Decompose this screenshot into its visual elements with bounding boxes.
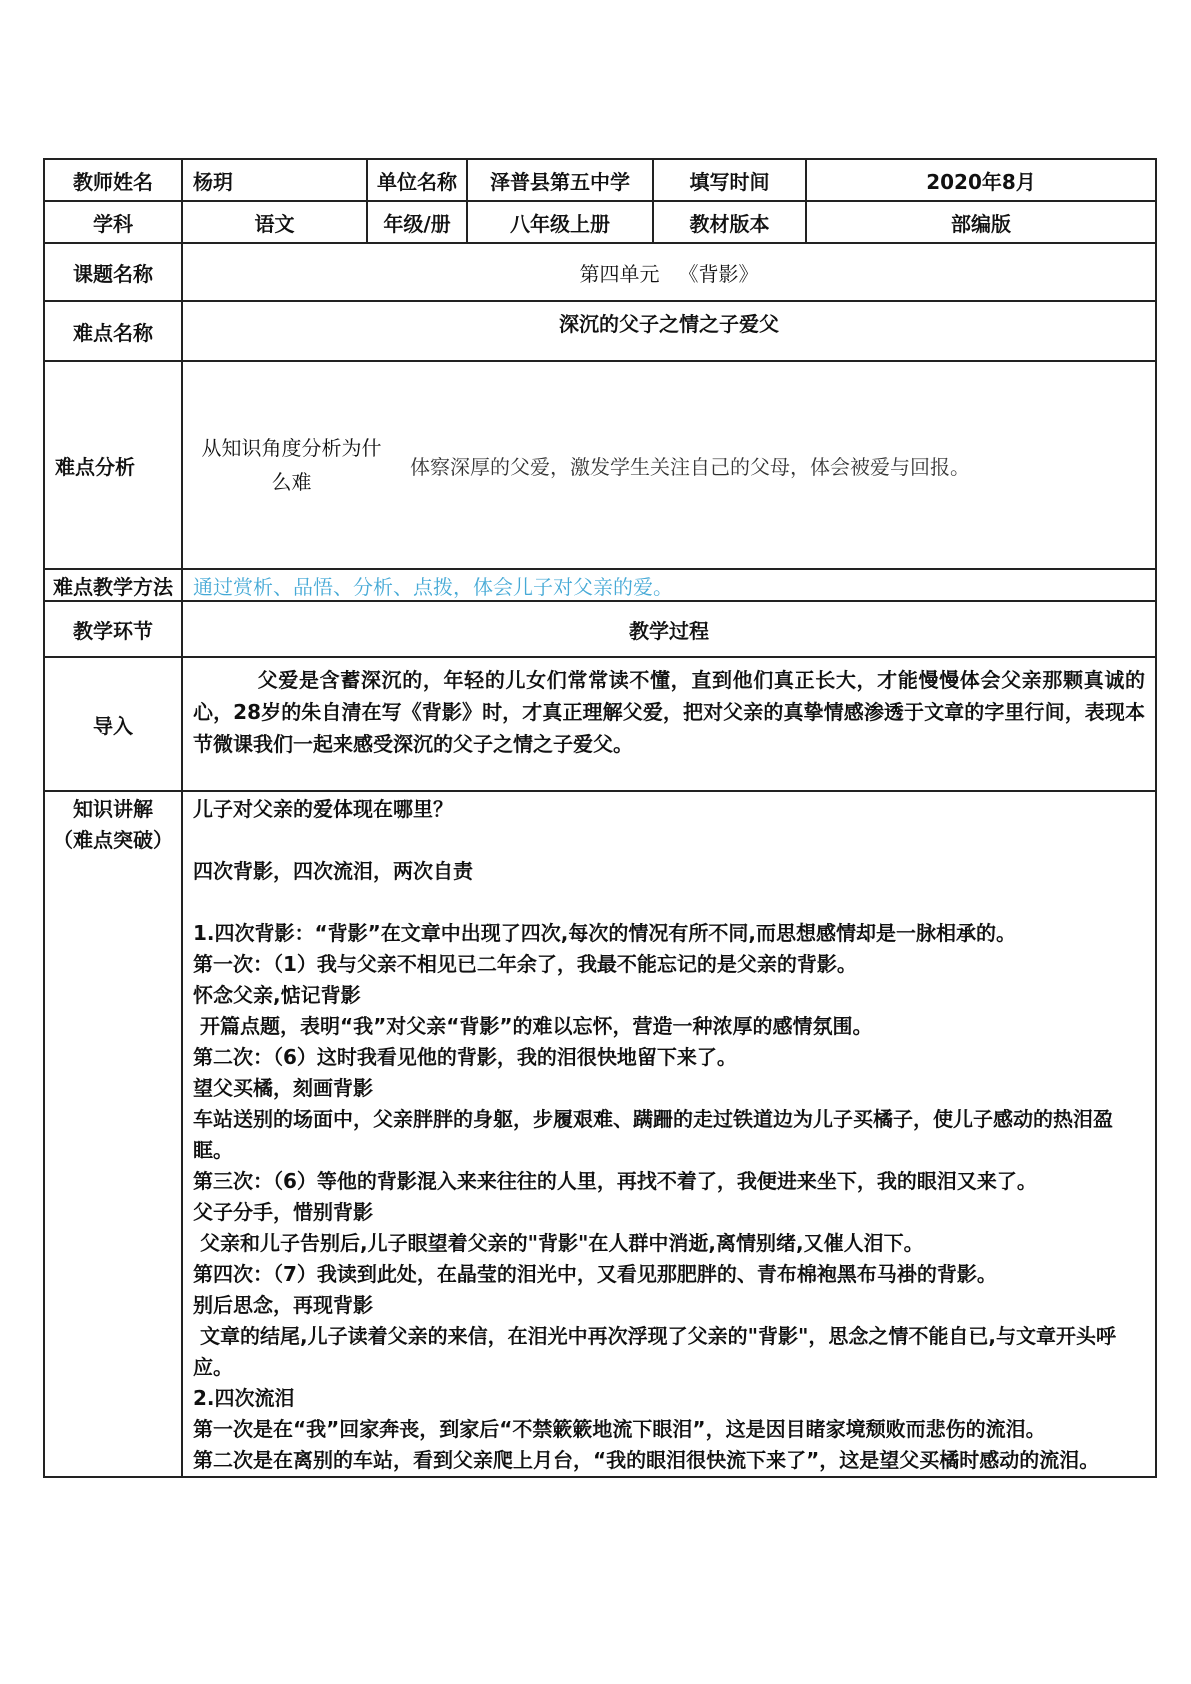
grade-value: 八年级上册 bbox=[467, 201, 653, 243]
subject-label: 学科 bbox=[44, 201, 182, 243]
row-difficulty bbox=[44, 301, 1156, 361]
knowledge-line: 别后思念，再现背影 bbox=[193, 1293, 373, 1317]
knowledge-line: 怀念父亲,惦记背影 bbox=[193, 983, 361, 1007]
date-value: 2020年8月 bbox=[806, 159, 1156, 201]
subject-value: 语文 bbox=[182, 201, 367, 243]
row-subject bbox=[44, 201, 1156, 243]
row-knowledge bbox=[44, 791, 1156, 1477]
knowledge-line: 儿子对父亲的爱体现在哪里？ bbox=[193, 797, 453, 821]
knowledge-line: 文章的结尾,儿子读着父亲的来信，在泪光中再次浮现了父亲的"背影"，思念之情不能自已,与文章开头呼应。 bbox=[193, 1324, 1117, 1379]
knowledge-line: 父亲和儿子告别后,儿子眼望着父亲的"背影"在人群中消逝,离情别绪,又催人泪下。 bbox=[193, 1231, 924, 1255]
analysis-reason: 从知识角度分析为什么难 bbox=[201, 436, 382, 494]
grade-label: 年级/册 bbox=[367, 201, 467, 243]
row-method bbox=[44, 569, 1156, 601]
teacher-name: 杨玥 bbox=[182, 159, 367, 201]
edition-label: 教材版本 bbox=[653, 201, 806, 243]
knowledge-line: 第一次是在“我”回家奔丧，到家后“不禁簌簌地流下眼泪”，这是因目睹家境颓败而悲伤的流泪。 bbox=[193, 1417, 1046, 1441]
knowledge-line: 第二次：（6）这时我看见他的背影，我的泪很快地留下来了。 bbox=[193, 1045, 737, 1069]
analysis-label: 难点分析 bbox=[44, 361, 182, 569]
row-teacher bbox=[44, 159, 1156, 201]
knowledge-line: 四次背影，四次流泪，两次自责 bbox=[193, 859, 473, 883]
method-value: 通过赏析、品悟、分析、点拨，体会儿子对父亲的爱。 bbox=[182, 569, 1156, 601]
date-label: 填写时间 bbox=[653, 159, 806, 201]
knowledge-label bbox=[44, 791, 182, 1477]
knowledge-label-line1: 知识讲解 bbox=[73, 797, 153, 821]
topic-value: 第四单元 《背影》 bbox=[182, 243, 1156, 301]
knowledge-line: 车站送别的场面中，父亲胖胖的身躯，步履艰难、蹒跚的走过铁道边为儿子买橘子，使儿子感动的热泪盈眶。 bbox=[193, 1107, 1113, 1162]
knowledge-spacer bbox=[193, 825, 1147, 856]
knowledge-line: 第三次：（6）等他的背影混入来来往往的人里，再找不着了，我便进来坐下，我的眼泪又来了。 bbox=[193, 1169, 1037, 1193]
process-title: 教学过程 bbox=[182, 601, 1156, 657]
unit-label: 单位名称 bbox=[367, 159, 467, 201]
row-analysis bbox=[44, 361, 1156, 569]
edition-value: 部编版 bbox=[806, 201, 1156, 243]
analysis-text: 体察深厚的父爱，激发学生关注自己的父母，体会被爱与回报。 bbox=[410, 454, 970, 479]
analysis-subtable bbox=[183, 363, 1155, 567]
teacher-label: 教师姓名 bbox=[44, 159, 182, 201]
method-label: 难点教学方法 bbox=[44, 569, 182, 601]
intro-label: 导入 bbox=[44, 657, 182, 791]
knowledge-spacer bbox=[193, 887, 1147, 918]
lesson-plan-table bbox=[43, 158, 1157, 1478]
row-topic bbox=[44, 243, 1156, 301]
intro-cell bbox=[182, 657, 1156, 791]
process-label: 教学环节 bbox=[44, 601, 182, 657]
intro-text: 父爱是含蓄深沉的，年轻的儿女们常常读不懂，直到他们真正长大，才能慢慢体会父亲那颗真诚的心，28岁的朱自清在写《背影》时，才真正理解父爱，把对父亲的真挚情感渗透于文章的字里行间，表现本节微课我们一起来感受深沉的父子之情之子爱父。 bbox=[193, 668, 1145, 756]
row-intro bbox=[44, 657, 1156, 791]
difficulty-value: 深沉的父子之情之子爱父 bbox=[182, 301, 1156, 361]
knowledge-line: 望父买橘，刻画背影 bbox=[193, 1076, 373, 1100]
row-process-header bbox=[44, 601, 1156, 657]
knowledge-line: 开篇点题，表明“我”对父亲“背影”的难以忘怀，营造一种浓厚的感情氛围。 bbox=[193, 1014, 873, 1038]
knowledge-line: 1.四次背影：“背影”在文章中出现了四次,每次的情况有所不同,而思想感情却是一脉相承的。 bbox=[193, 921, 1016, 945]
knowledge-line: 第二次是在离别的车站，看到父亲爬上月台，“我的眼泪很快流下来了”，这是望父买橘时感动的流泪。 bbox=[193, 1448, 1100, 1472]
difficulty-label: 难点名称 bbox=[44, 301, 182, 361]
knowledge-line: 第四次：（7）我读到此处，在晶莹的泪光中，又看见那肥胖的、青布棉袍黑布马褂的背影。 bbox=[193, 1262, 997, 1286]
knowledge-line: 2.四次流泪 bbox=[193, 1386, 295, 1410]
knowledge-line: 第一次：（1）我与父亲不相见已二年余了，我最不能忘记的是父亲的背影。 bbox=[193, 952, 857, 976]
knowledge-content bbox=[182, 791, 1156, 1477]
analysis-cell bbox=[182, 361, 1156, 569]
unit-name: 泽普县第五中学 bbox=[467, 159, 653, 201]
knowledge-label-line2: （难点突破） bbox=[53, 828, 173, 852]
topic-label: 课题名称 bbox=[44, 243, 182, 301]
knowledge-line: 父子分手，惜别背影 bbox=[193, 1200, 373, 1224]
